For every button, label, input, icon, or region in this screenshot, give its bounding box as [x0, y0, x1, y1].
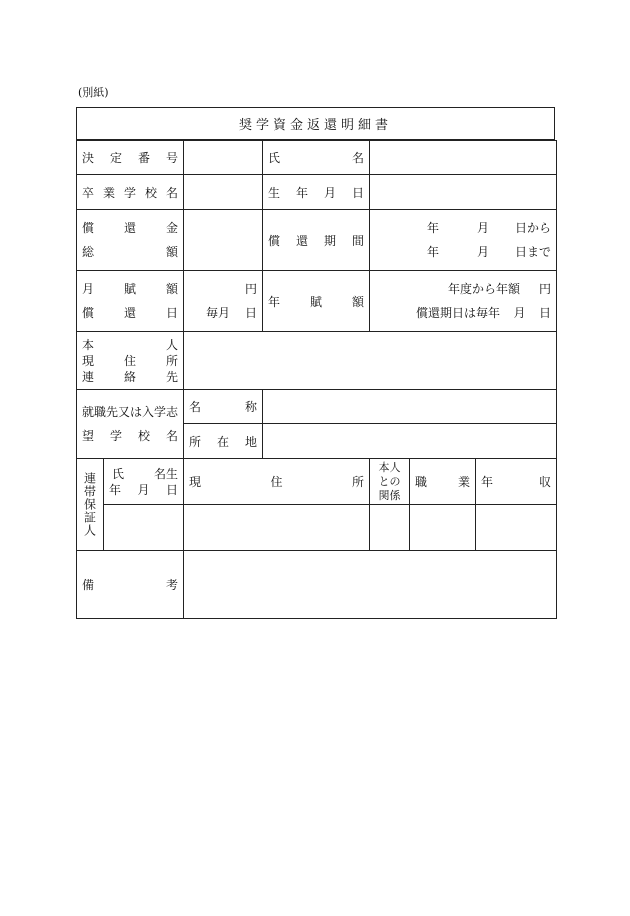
remarks-label: 備 考 [77, 551, 184, 619]
relationship-field[interactable] [370, 505, 410, 551]
relationship-label: 本人 との 関係 [370, 459, 410, 505]
employer-name-field[interactable] [263, 390, 557, 424]
occupation-label: 職 業 [410, 459, 476, 505]
graduated-school-label: 卒 業 学 校 名 [77, 175, 184, 210]
remarks-field[interactable] [184, 551, 557, 619]
guarantor-name-birth-field[interactable] [104, 505, 184, 551]
decision-number-field[interactable] [184, 141, 263, 175]
guarantor-name-birth-label: 氏 名生 年 月 日 [104, 459, 184, 505]
employer-name-label: 名 称 [184, 390, 263, 424]
repayment-details-form [76, 140, 557, 619]
annual-income-label: 年 収 [476, 459, 557, 505]
repayment-total-field[interactable] [184, 210, 263, 271]
annual-amount-label: 年 賦 額 [263, 271, 370, 332]
repayment-period-label: 償 還 期 間 [263, 210, 370, 271]
attachment-note: (別紙) [78, 86, 109, 99]
employer-location-field[interactable] [263, 424, 557, 459]
repayment-total-label: 償 還 金 総 額 [77, 210, 184, 271]
guarantor-address-field[interactable] [184, 505, 370, 551]
employer-school-label: 就職先又は入学志 望 学 校 名 [77, 390, 184, 459]
guarantor-address-label: 現 住 所 [184, 459, 370, 505]
monthly-amount-field[interactable]: 円 毎月 日 [184, 271, 263, 332]
name-label: 氏 名 [263, 141, 370, 175]
name-field[interactable] [370, 141, 557, 175]
annual-amount-field[interactable]: 年度から年額 円 償還期日は毎年 月 日 [370, 271, 557, 332]
birth-date-field[interactable] [370, 175, 557, 210]
employer-location-label: 所 在 地 [184, 424, 263, 459]
decision-number-label: 決 定 番 号 [77, 141, 184, 175]
current-address-label: 本 人 現 住 所 連 絡 先 [77, 332, 184, 390]
graduated-school-field[interactable] [184, 175, 263, 210]
current-address-field[interactable] [184, 332, 557, 390]
monthly-amount-label: 月 賦 額 償 還 日 [77, 271, 184, 332]
repayment-period-field[interactable]: 年 月 日から 年 月 日まで [370, 210, 557, 271]
guarantor-label: 連帯保証人 [77, 459, 104, 551]
annual-income-field[interactable] [476, 505, 557, 551]
document-title [76, 107, 555, 140]
occupation-field[interactable] [410, 505, 476, 551]
birth-date-label: 生 年 月 日 [263, 175, 370, 210]
document-title-text: 奨学資金返還明細書 [238, 118, 392, 133]
